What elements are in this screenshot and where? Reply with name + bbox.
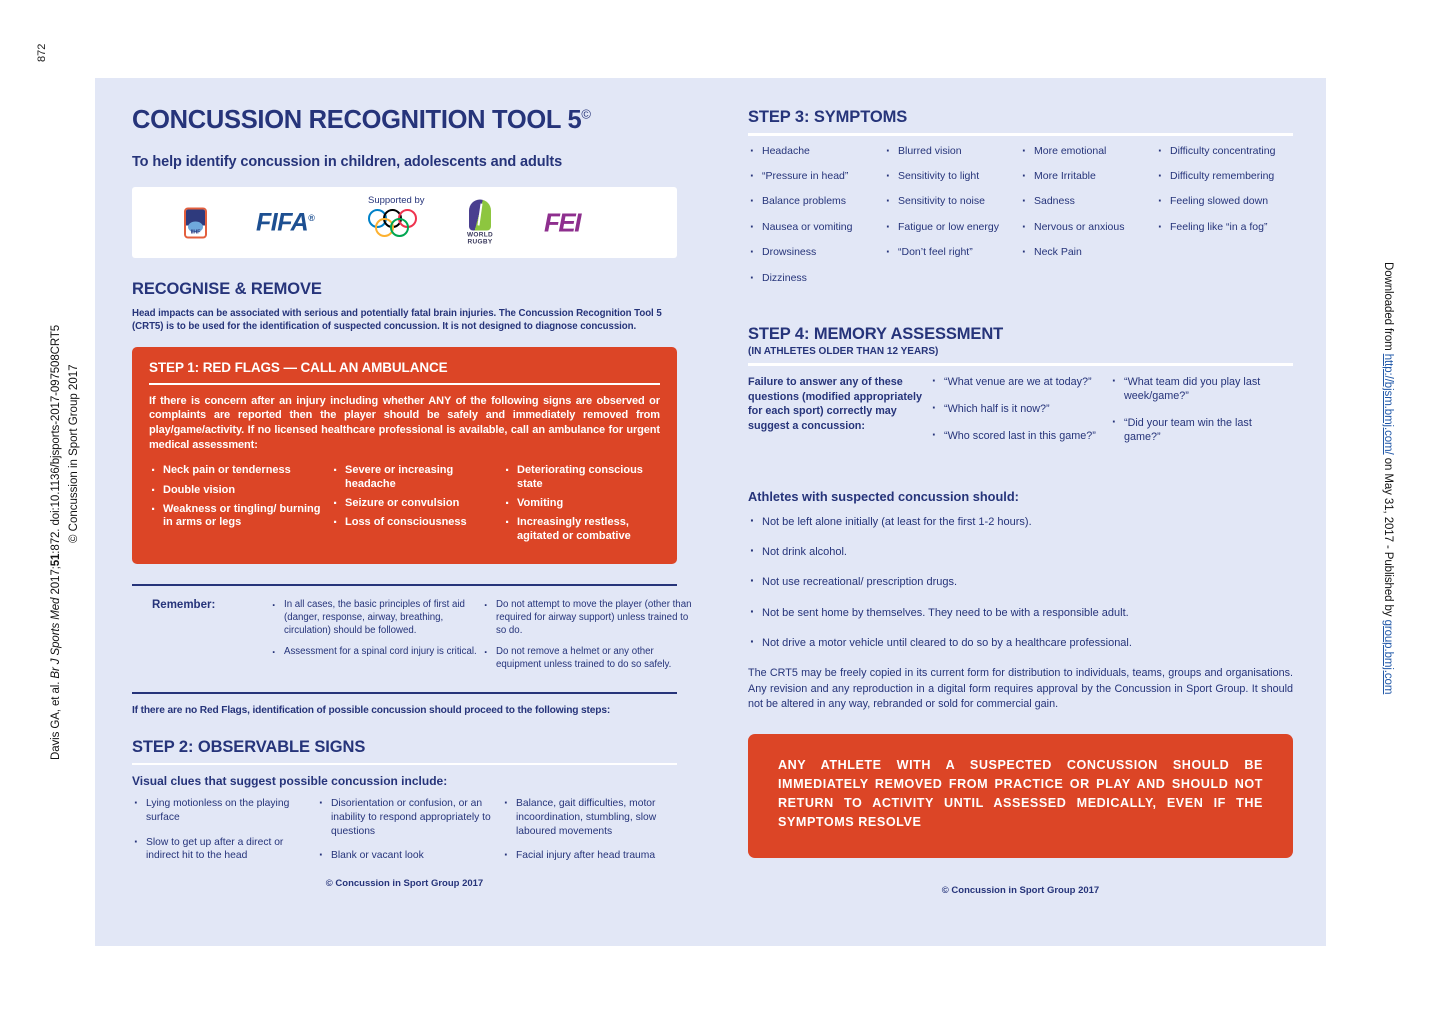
sponsor-logo-strip: [132, 187, 677, 258]
list-item: · Lying motionless on the playing surface: [132, 797, 317, 824]
step4-column-1: [930, 375, 1110, 457]
list-item: · Slow to get up after a direct or indirect hit to the head: [132, 836, 317, 863]
list-item: · Severe or increasing headache: [331, 464, 503, 491]
list-item: · “Who scored last in this game?”: [930, 429, 1110, 443]
step3-column-4: [1156, 145, 1292, 298]
world-rugby-label-line2: RUGBY: [467, 238, 493, 246]
iihf-logo-label: IIHF: [190, 229, 201, 235]
step1-title: STEP 1: RED FLAGS — CALL AN AMBULANCE: [149, 359, 448, 375]
step4-divider: [748, 363, 1293, 366]
page-title-text: CONCUSSION RECOGNITION TOOL 5: [132, 106, 582, 134]
step3-divider: [748, 133, 1293, 136]
list-item: · Do not attempt to move the player (other than required for airway support) unless trained to so do.: [482, 599, 694, 638]
step2-divider: [132, 763, 677, 766]
list-item: · Drowsiness: [748, 246, 884, 259]
step3-column-2: [884, 145, 1020, 298]
step4-memory-assessment: [748, 325, 1293, 457]
citation-suffix: :872. doi:10.1136/bjsports-2017-097508CRT5: [50, 324, 62, 554]
world-rugby-logo: [467, 199, 493, 246]
fei-logo-label: FEI: [544, 207, 580, 237]
list-item: · Headache: [748, 145, 884, 158]
step2-column-2: [317, 797, 502, 874]
right-column: [748, 78, 1293, 896]
downloaded-mid: on May 31, 2017 - Published by: [1382, 454, 1394, 620]
list-item: · More Irritable: [1020, 170, 1156, 183]
recognise-remove-heading: RECOGNISE & REMOVE: [132, 280, 322, 298]
list-item: · Sensitivity to noise: [884, 195, 1020, 208]
remember-column-1: [270, 599, 482, 679]
list-item: · Feeling like “in a fog”: [1156, 221, 1292, 234]
step3-columns: [748, 145, 1293, 298]
list-item: · Balance, gait difficulties, motor incoordination, stumbling, slow laboured movements: [502, 797, 687, 838]
list-item: · Deteriorating conscious state: [503, 464, 660, 491]
copyright-superscript: ©: [581, 106, 591, 122]
list-item: · In all cases, the basic principles of first aid (danger, response, airway, breathing, circulation) should be followed.: [270, 599, 482, 638]
fei-logo: [544, 207, 580, 238]
step1-columns: [149, 464, 660, 549]
list-item: · Weakness or tingling/ burning in arms or legs: [149, 503, 331, 530]
list-item: · Fatigue or low energy: [884, 221, 1020, 234]
list-item: · Double vision: [149, 484, 331, 497]
list-item: · Not be sent home by themselves. They need to be with a responsible adult.: [748, 606, 1293, 620]
list-item: · “Did your team win the last game?”: [1110, 416, 1290, 444]
list-item: · Sadness: [1020, 195, 1156, 208]
step2-column-3: [502, 797, 687, 874]
step1-column-2: [331, 464, 503, 549]
list-item: · Not use recreational/ prescription drugs.: [748, 575, 1293, 589]
list-item: · Assessment for a spinal cord injury is critical.: [270, 646, 482, 659]
citation-mid: 2017;: [50, 566, 62, 598]
list-item: · Seizure or convulsion: [331, 497, 503, 510]
world-rugby-label-line1: WORLD: [467, 231, 494, 239]
list-item: · Difficulty concentrating: [1156, 145, 1292, 158]
left-column: [132, 78, 692, 889]
list-item: · Not drive a motor vehicle until cleared to do so by a healthcare professional.: [748, 636, 1293, 650]
warning-text: ANY ATHLETE WITH A SUSPECTED CONCUSSION SHOULD BE IMMEDIATELY REMOVED FROM PRACTICE OR PLAY AND SHOULD NOT RETURN TO ACTIVITY UNTIL ASSESSED MEDICALLY, EVEN IF THE SYMPTOMS RESOLVE: [778, 758, 1263, 829]
list-item: · Not be left alone initially (at least for the first 1-2 hours).: [748, 515, 1293, 529]
fifa-logo-label: FIFA: [256, 208, 309, 236]
list-item: · Neck Pain: [1020, 246, 1156, 259]
list-item: · Neck pain or tenderness: [149, 464, 331, 477]
step3-column-1: [748, 145, 884, 298]
citation-volume: 51: [50, 553, 62, 567]
list-item: · Facial injury after head trauma: [502, 849, 687, 863]
remember-label: Remember:: [152, 599, 216, 612]
step1-divider: [149, 383, 660, 385]
list-item: · Feeling slowed down: [1156, 195, 1292, 208]
remember-block: [132, 584, 692, 716]
step3-column-3: [1020, 145, 1156, 298]
list-item: · Blurred vision: [884, 145, 1020, 158]
step4-lead: Failure to answer any of these questions (modified appropriately for each sport) correctly may suggest a concussion:: [748, 375, 922, 433]
list-item: · “Don’t feel right”: [884, 246, 1020, 259]
step1-column-3: [503, 464, 660, 549]
list-item: · Not drink alcohol.: [748, 545, 1293, 559]
left-margin-citation: [50, 325, 62, 760]
step3-title: STEP 3: SYMPTOMS: [748, 108, 908, 126]
supported-by-label: Supported by: [368, 195, 425, 206]
step3-symptoms: [748, 108, 1293, 297]
list-item: · “Which half is it now?”: [930, 402, 1110, 416]
recognise-remove-body: Head impacts can be associated with serious and potentially fatal brain injuries. The Concussion Recognition Tool 5 (CRT5) is to be used for the identification of suspected concussion. It is not designed to diagnose concussion.: [132, 308, 662, 333]
fifa-logo: [256, 208, 314, 237]
citation-author: Davis GA, et al.: [50, 678, 62, 760]
list-item: · Nervous or anxious: [1020, 221, 1156, 234]
step2-column-1: [132, 797, 317, 874]
list-item: · Dizziness: [748, 272, 884, 285]
athletes-should-block: [748, 489, 1293, 712]
list-item: · Increasingly restless, agitated or combative: [503, 516, 660, 543]
fifa-registered-mark: ®: [308, 212, 315, 223]
step1-column-1: [149, 464, 331, 549]
right-column-copyright: © Concussion in Sport Group 2017: [941, 884, 1100, 896]
iihf-logo: [184, 207, 207, 238]
list-item: · More emotional: [1020, 145, 1156, 158]
list-item: · Do not remove a helmet or any other equipment unless trained to do so safely.: [482, 646, 694, 672]
list-item: · Difficulty remembering: [1156, 170, 1292, 183]
step2-observable-signs: [132, 738, 677, 889]
remember-bottom-rule: [132, 692, 677, 694]
step4-columns: [748, 375, 1293, 457]
crt5-usage-note: The CRT5 may be freely copied in its current form for distribution to individuals, teams, groups and organisations. Any revision and any reproduction in a digital form requires approval by the Concussion in Sport Group. It should not be altered in any way, rebranded or sold for commercial gain.: [748, 667, 1293, 710]
downloaded-prefix: Downloaded from: [1382, 262, 1394, 354]
step2-title: STEP 2: OBSERVABLE SIGNS: [132, 737, 366, 756]
group-bmj-link[interactable]: group.bmj.com: [1382, 619, 1394, 695]
athletes-should-heading: Athletes with suspected concussion should:: [748, 488, 1019, 504]
list-item: · Vomiting: [503, 497, 660, 510]
page-number: 872: [36, 43, 48, 62]
step2-lead: Visual clues that suggest possible concussion include:: [132, 774, 448, 789]
list-item: · Nausea or vomiting: [748, 221, 884, 234]
step2-columns: [132, 797, 677, 874]
list-item: · Loss of consciousness: [331, 516, 503, 529]
no-red-flags-note: If there are no Red Flags, identification of possible concussion should proceed to the following steps:: [132, 704, 611, 716]
list-item: · Sensitivity to light: [884, 170, 1020, 183]
olympic-rings-logo: [368, 209, 426, 237]
bjsm-url-link[interactable]: http://bjsm.bmj.com/: [1382, 353, 1394, 455]
step4-title: STEP 4: MEMORY ASSESSMENT: [748, 325, 1004, 344]
citation-journal: Br J Sports Med: [50, 597, 62, 679]
page-subtitle: To help identify concussion in children, adolescents and adults: [132, 154, 563, 170]
step1-intro: If there is concern after an injury including whether ANY of the following signs are observed or complaints are reported then the player should be safely and immediately removed from play/game/activity. If no licensed healthcare professional is available, call an ambulance for urgent medical assessment:: [149, 394, 660, 451]
left-column-copyright: © Concussion in Sport Group 2017: [325, 877, 484, 889]
left-margin-copyright: © Concussion in Sport Group 2017: [68, 364, 80, 543]
warning-red-box: [748, 734, 1293, 858]
list-item: · “What venue are we at today?”: [930, 375, 1110, 389]
document-page-panel: [95, 78, 1326, 946]
list-item: · Blank or vacant look: [317, 849, 502, 863]
list-item: · Balance problems: [748, 195, 884, 208]
step1-red-flags-box: [132, 347, 677, 565]
step4-column-2: [1110, 375, 1290, 457]
list-item: · Disorientation or confusion, or an inability to respond appropriately to questions: [317, 797, 502, 838]
page-title: [132, 106, 677, 135]
list-item: · “Pressure in head”: [748, 170, 884, 183]
list-item: · “What team did you play last week/game?”: [1110, 375, 1290, 403]
step4-subtitle: (IN ATHLETES OLDER THAN 12 YEARS): [748, 346, 939, 358]
remember-column-2: [482, 599, 694, 679]
right-margin-downloaded-from: [1382, 262, 1394, 694]
